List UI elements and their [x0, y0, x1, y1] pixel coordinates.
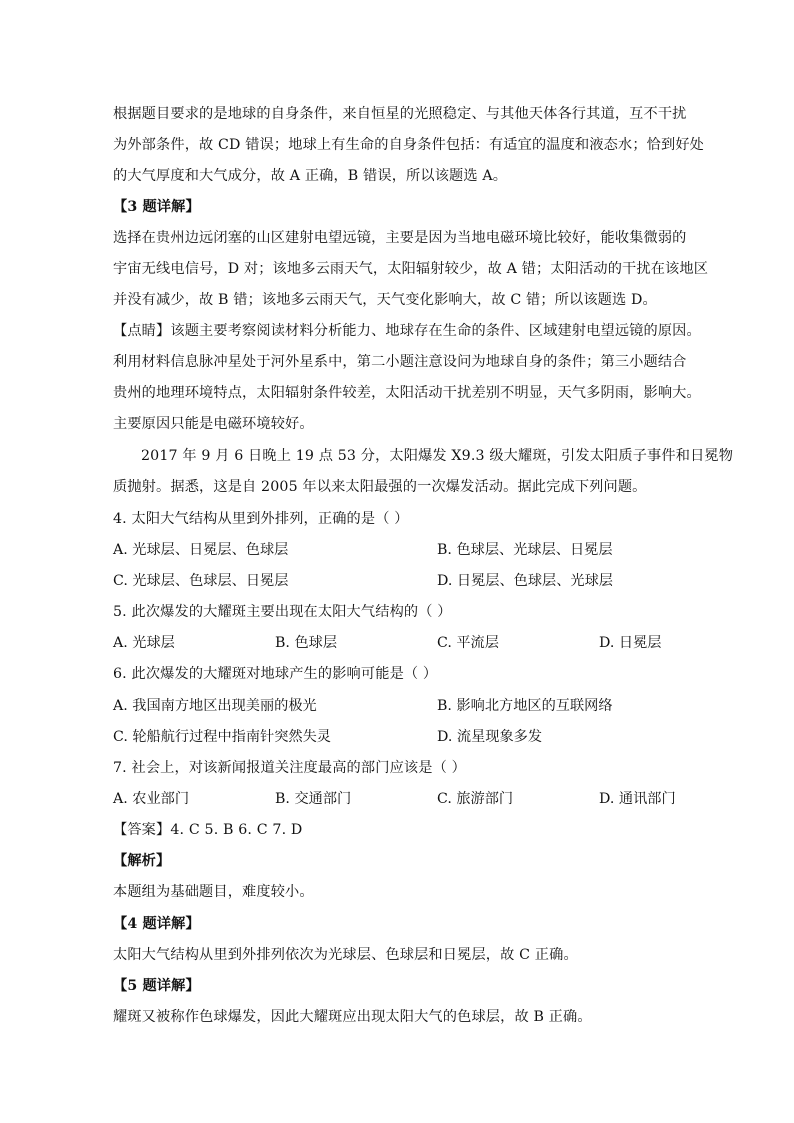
explanation-line-3: 的大气厚度和大气成分，故 A 正确，B 错误，所以该题选 A。	[113, 168, 508, 184]
q3-explanation-line-1: 选择在贵州边远闭塞的山区建射电望远镜，主要是因为当地电磁环境比较好，能收集微弱的	[113, 230, 687, 246]
q3-explanation-line-2: 宇宙无线电信号，D 对；该地多云雨天气，太阳辐射较少，故 A 错；太阳活动的干扰在该地区	[113, 261, 709, 277]
q7-stem: 7. 社会上，对该新闻报道关注度最高的部门应该是（ ）	[113, 760, 466, 776]
dianjing-line-1: 【点睛】该题主要考察阅读材料分析能力、地球存在生命的条件、区域建射电望远镜的原因。	[113, 323, 701, 339]
q4-option-d: D. 日冕层、色球层、光球层	[437, 573, 613, 589]
q4-option-b: B. 色球层、光球层、日冕层	[437, 542, 613, 558]
dianjing-line-4: 主要原因只能是电磁环境较好。	[113, 416, 314, 432]
q7-option-c: C. 旅游部门	[437, 791, 514, 807]
q6-option-c: C. 轮船航行过程中指南针突然失灵	[113, 729, 331, 745]
dianjing-line-3: 贵州的地理环境特点，太阳辐射条件较差，太阳活动干扰差别不明显，天气多阴雨，影响大。	[113, 385, 701, 401]
material-line-1: 2017 年 9 月 6 日晚上 19 点 53 分，太阳爆发 X9.3 级大耀斑，引发太阳质子事件和日冕物	[141, 448, 734, 464]
q4-detail-text: 太阳大气结构从里到外排列依次为光球层、色球层和日冕层，故 C 正确。	[113, 947, 578, 963]
analysis-heading: 【解析】	[113, 853, 171, 869]
explanation-line-1: 根据题目要求的是地球的自身条件，来自恒星的光照稳定、与其他天体各行其道，互不干扰	[113, 106, 687, 122]
q5-option-b: B. 色球层	[275, 635, 338, 651]
q6-option-d: D. 流星现象多发	[437, 729, 543, 745]
q4-option-a: A. 光球层、日冕层、色球层	[113, 542, 289, 558]
q6-option-b: B. 影响北方地区的互联网络	[437, 698, 613, 714]
q6-option-a: A. 我国南方地区出现美丽的极光	[113, 698, 317, 714]
material-line-2: 质抛射。据悉，这是自 2005 年以来太阳最强的一次爆发活动。据此完成下列问题。	[113, 479, 647, 495]
q5-option-c: C. 平流层	[437, 635, 499, 651]
q4-detail-heading: 【4 题详解】	[113, 916, 200, 932]
q5-detail-text: 耀斑又被称作色球爆发，因此大耀斑应出现太阳大气的色球层，故 B 正确。	[113, 1009, 592, 1025]
q7-option-b: B. 交通部门	[275, 791, 352, 807]
dianjing-line-2: 利用材料信息脉冲星处于河外星系中，第二小题注意设问为地球自身的条件；第三小题结合	[113, 354, 687, 370]
q4-stem: 4. 太阳大气结构从里到外排列，正确的是（ ）	[113, 511, 409, 527]
q3-explanation-line-3: 并没有减少，故 B 错；该地多云雨天气，天气变化影响大，故 C 错；所以该题选 D。	[113, 292, 657, 308]
answer-line: 【答案】4. C 5. B 6. C 7. D	[113, 822, 303, 838]
q5-option-d: D. 日冕层	[599, 635, 662, 651]
q5-detail-heading: 【5 题详解】	[113, 978, 200, 994]
q5-option-a: A. 光球层	[113, 635, 175, 651]
q7-option-a: A. 农业部门	[113, 791, 190, 807]
analysis-text: 本题组为基础题目，难度较小。	[113, 884, 314, 900]
q5-stem: 5. 此次爆发的大耀斑主要出现在太阳大气结构的（ ）	[113, 604, 452, 620]
q6-stem: 6. 此次爆发的大耀斑对地球产生的影响可能是（ ）	[113, 666, 438, 682]
q7-option-d: D. 通讯部门	[599, 791, 676, 807]
q4-option-c: C. 光球层、色球层、日冕层	[113, 573, 289, 589]
explanation-line-2: 为外部条件，故 CD 错误；地球上有生命的自身条件包括：有适宜的温度和液态水；恰到好处	[113, 137, 705, 153]
q3-heading: 【3 题详解】	[113, 199, 200, 215]
